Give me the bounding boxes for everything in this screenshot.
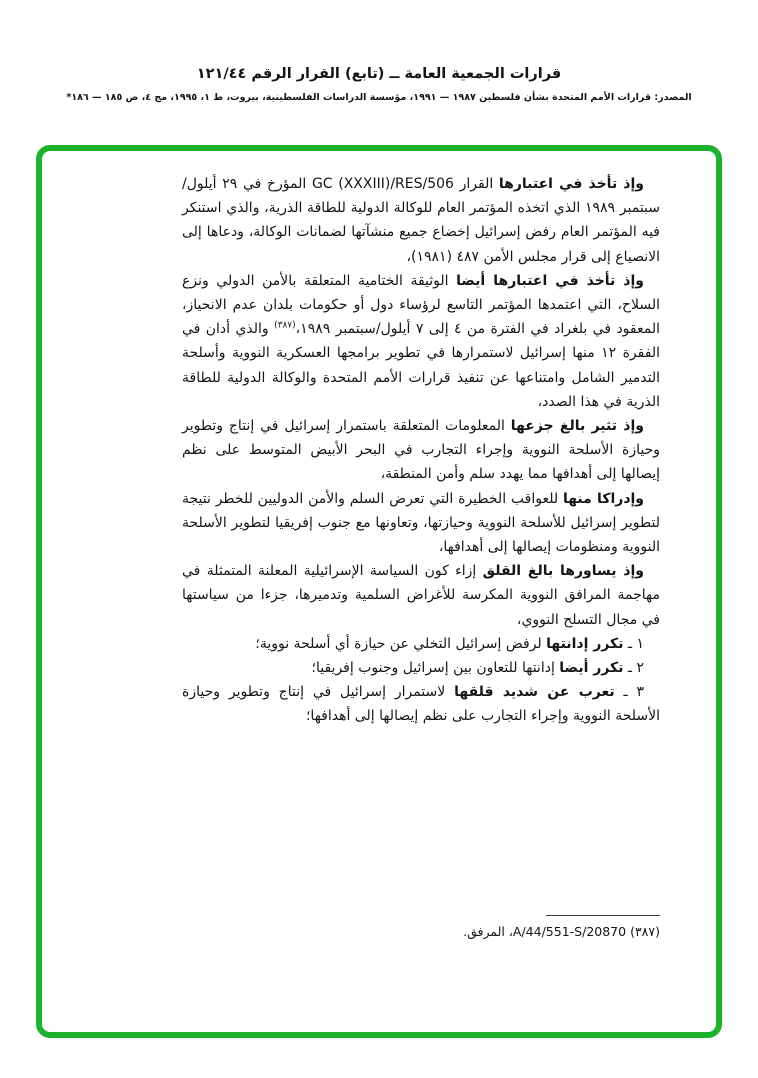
footnote: (٣٨٧) A/44/551-S/20870، المرفق. (463, 924, 660, 939)
paragraph-lead: وإذ تأخذ في اعتبارها أيضا (456, 272, 644, 289)
preamble-paragraph (182, 559, 660, 632)
paragraph-body: المعلومات المتعلقة باستمرار إسرائيل في إنتاج وتطوير وحيازة الأسلحة النووية وإجراء التجارب في البحر الأبيض المتوسط على نظم إيصالها إلى أهدافها مما يهدد سلم وأمن المنطقة، (182, 418, 660, 483)
paragraph-body: الوثيقة الختامية المتعلقة بالأمن الدولي ونزع السلاح، التي اعتمدها المؤتمر التاسع لرؤساء دول أو حكومات بلدان عدم الانحياز، المعقود في بلغراد في الفترة من ٤ إلى ٧ أيلول/سبتمبر ١٩٨٩، (182, 272, 660, 338)
paragraph-lead: وإذ يساورها بالغ القلق (482, 563, 644, 580)
paragraph-body: للعواقب الخطيرة التي تعرض السلم والأمن الدوليين للخطر نتيجة لتطوير إسرائيل للأسلحة النووية وحيازتها، وتعاونها مع جنوب إفريقيا لتطوير الأسلحة النووية ومنظومات إيصالها إلى أهدافها، (182, 490, 660, 556)
preamble-paragraph (182, 269, 660, 414)
item-lead: تكرر أيضا (559, 660, 624, 677)
item-body: إدانتها للتعاون بين إسرائيل وجنوب إفريقيا؛ (311, 660, 560, 677)
paragraph-lead: وإذ تأخذ في اعتبارها (498, 176, 644, 192)
paragraph-body: القرار GC (XXXIII)/RES/506 المؤرخ في ٢٩ أيلول/سبتمبر ١٩٨٩ الذي اتخذه المؤتمر العام للوكالة الدولية للطاقة الذرية، والذي استنكر فيه المؤتمر العام رفض إسرائيل إخضاع جميع منشآتها لضمانات الوكالة، ودعاها إلى الانصياع إلى قرار مجلس الأمن ٤٨٧ (١٩٨١)، (182, 176, 660, 265)
operative-item (182, 632, 660, 656)
paragraph-lead: وإدراكا منها (562, 490, 645, 507)
item-number: ٣ ـ (614, 684, 644, 701)
item-number: ٢ ـ (623, 660, 644, 677)
resolution-text (182, 172, 660, 729)
paragraph-body: إزاء كون السياسة الإسرائيلية المعلنة المتمثلة في مهاجمة المرافق النووية المكرسة للأغراض السلمية وتدميرها، جزءا من سياستها في مجال التسلح النووي، (182, 563, 660, 628)
footnote-separator (546, 915, 660, 916)
item-body: لاستمرار إسرائيل في إنتاج وتطوير وحيازة الأسلحة النووية وإجراء التجارب على نظم إيصالها إلى أهدافها؛ (182, 684, 660, 725)
item-body: لرفض إسرائيل التخلي عن حيازة أي أسلحة نووية؛ (255, 635, 547, 652)
source-line: المصدر: قرارات الأمم المتحدة بشأن فلسطين ١٩٨٧ — ١٩٩١، مؤسسة الدراسات الفلسطينية، بيروت، ط ١، ١٩٩٥، مج ٤، ص ١٨٥ — ١٨٦* (66, 92, 692, 103)
item-lead: تكرر إدانتها (546, 635, 624, 652)
operative-item (182, 680, 660, 728)
preamble-paragraph (182, 414, 660, 487)
footnote-reference: (٣٨٧) (274, 320, 296, 331)
preamble-paragraph (182, 172, 660, 269)
page-title: قرارات الجمعية العامة ــ (تابع) القرار الرقم ١٢١/٤٤ (196, 66, 562, 82)
operative-item (182, 656, 660, 680)
page-header (0, 66, 758, 103)
paragraph-body: والذي أدان في الفقرة ١٢ منها إسرائيل لاستمرارها في تطوير برامجها العسكرية النووية وأسلحة التدمير الشامل وامتناعها عن تنفيذ قرارات الأمم المتحدة والوكالة الدولية للطاقة الذرية في هذا الصدد، (182, 321, 660, 410)
item-number: ١ ـ (623, 635, 644, 652)
paragraph-lead: وإذ تثير بالغ جزعها (510, 418, 644, 435)
item-lead: تعرب عن شديد قلقها (454, 684, 615, 701)
preamble-paragraph (182, 487, 660, 560)
